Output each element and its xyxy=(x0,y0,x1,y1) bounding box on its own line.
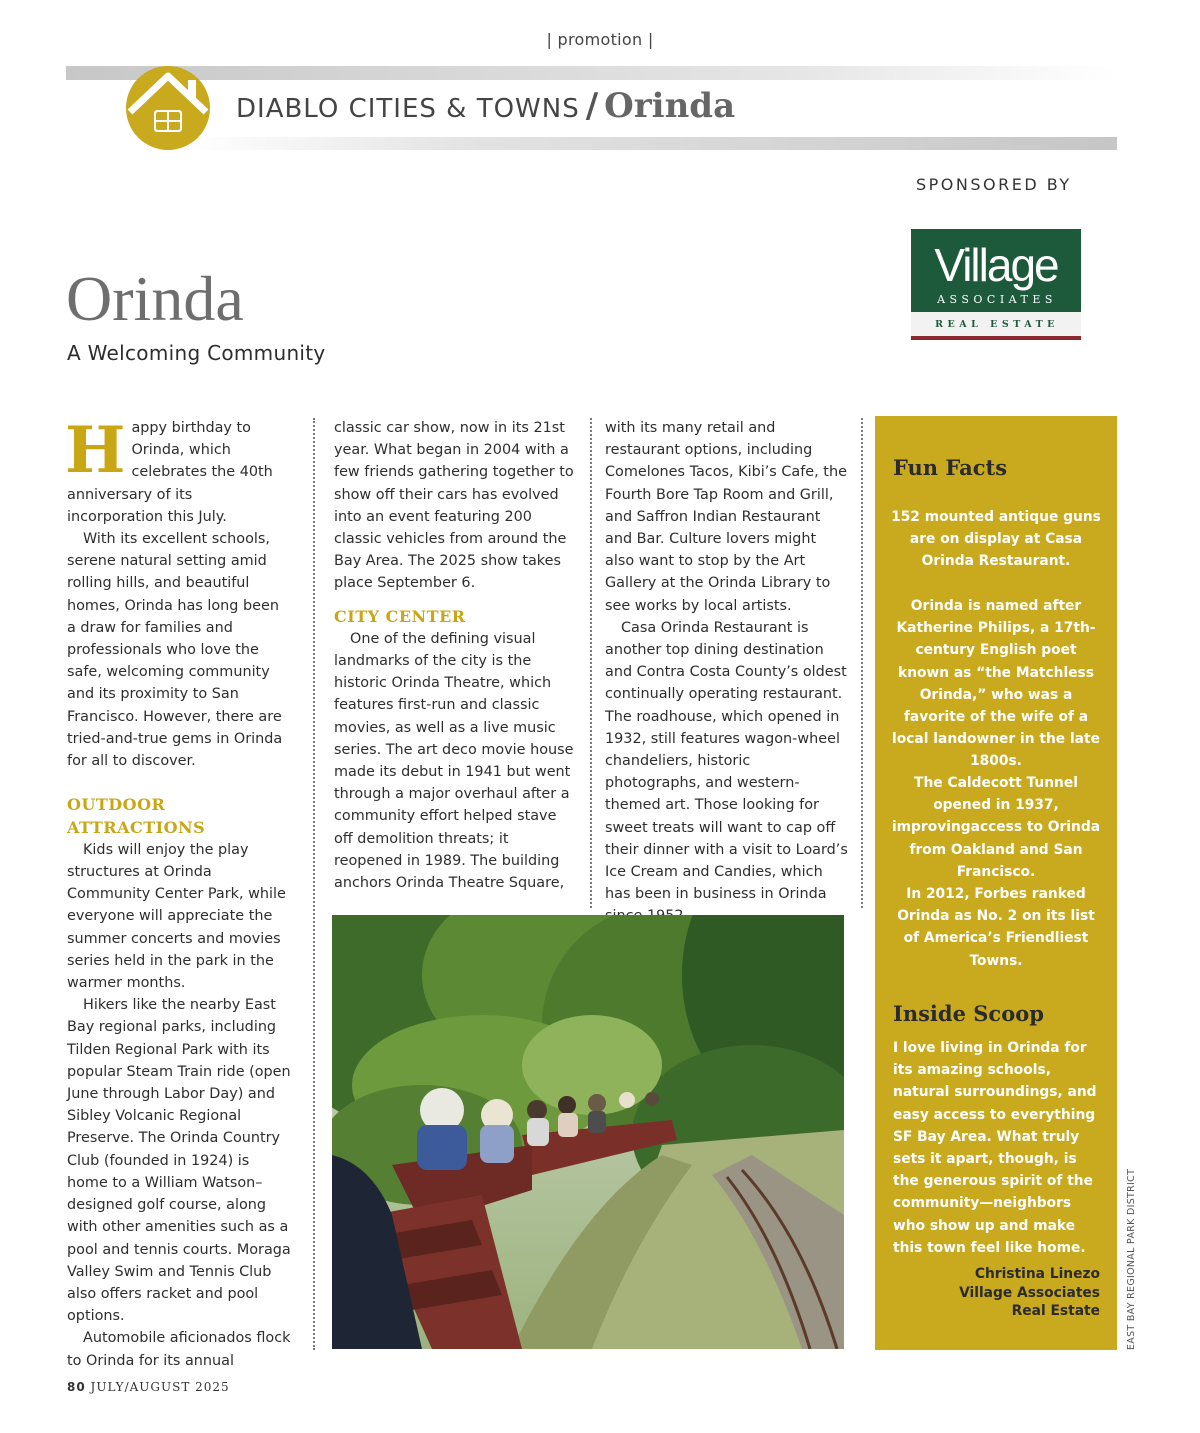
intro-paragraph xyxy=(65,413,291,528)
body-paragraph: Kids will enjoy the play structures at Orinda Community Center Park, while everyone will appreciate the summer concerts and movies series held in the park in the warmer months. xyxy=(67,841,286,992)
series-title: DIABLO CITIES & TOWNS xyxy=(236,94,580,124)
header-band-top xyxy=(66,66,1116,80)
intro-text: appy birthday to Orinda, which celebrates the 40th anniversary of its incorporation this July. xyxy=(67,420,273,525)
quote-attribution xyxy=(890,1265,1100,1321)
fact-item: In 2012, Forbes ranked Orinda as No. 2 on its list of America’s Friendliest Towns. xyxy=(897,886,1095,969)
article-subtitle: A Welcoming Community xyxy=(67,341,326,365)
article-column-3 xyxy=(605,417,849,928)
body-paragraph: classic car show, now in its 21st year. What began in 2004 with a few friends gathering together to show off their cars has evolved into an event featuring 200 classic vehicles from around the Bay Area. The 2025 show takes place September 6. xyxy=(334,420,574,592)
header-band-bottom xyxy=(190,137,1117,150)
header-city: Orinda xyxy=(604,86,736,126)
village-associates-logo xyxy=(911,229,1081,340)
inside-scoop-quote: I love living in Orinda for its amazing schools, natural surroundings, and easy access to everything SF Bay Area. What truly sets it apart, though, is the generous spirit of the community—neighbors who show up and make this town feel like home. xyxy=(893,1040,1097,1256)
fun-facts-heading: Fun Facts xyxy=(893,455,1008,480)
heading-line: OUTDOOR xyxy=(67,795,166,815)
article-column-1 xyxy=(65,413,291,1372)
sponsor-name: Village xyxy=(934,239,1058,291)
article-title: Orinda xyxy=(66,263,244,334)
attribution-company-line: Real Estate xyxy=(1011,1303,1100,1319)
attribution-name: Christina Linezo xyxy=(974,1266,1100,1282)
article-column-2 xyxy=(334,417,578,894)
column-divider xyxy=(313,418,315,1350)
fact-item: The Caldecott Tunnel opened in 1937, improvingaccess to Orinda from Oakland and San Francisco. xyxy=(891,775,1101,880)
promotion-label: | promotion | xyxy=(546,30,654,49)
inside-scoop-heading: Inside Scoop xyxy=(893,1001,1044,1026)
sponsor-line3: REAL ESTATE xyxy=(935,319,1059,330)
body-paragraph: With its excellent schools, serene natural setting amid rolling hills, and beautiful homes, Orinda has long been a draw for families and professionals who love the safe, welcoming community and its proximity to San Francisco. However, there are tried-and-true gems in Orinda for all to discover. xyxy=(67,531,283,770)
section-header xyxy=(236,86,735,126)
body-paragraph: One of the defining visual landmarks of the city is the historic Orinda Theatre, which features first-run and classic movies, as well as a live music series. The art deco movie house made its debut in 1941 but went through a major overhaul after a community effort helped stave off demolition threats; it reopened in 1989. The building anchors Orinda Theatre Square, xyxy=(334,630,574,892)
body-paragraph: Automobile aficionados flock to Orinda for its annual xyxy=(67,1330,291,1369)
page-number: 80 xyxy=(67,1380,86,1394)
section-heading-outdoor xyxy=(67,794,291,838)
issue-date: JULY/AUGUST 2025 xyxy=(90,1380,230,1394)
fun-facts-sidebar xyxy=(875,416,1117,1350)
steam-train-photo xyxy=(332,915,844,1349)
sponsored-by-label: SPONSORED BY xyxy=(916,175,1072,194)
photo-credit-text: EAST BAY REGIONAL PARK DISTRICT xyxy=(1126,1168,1137,1350)
attribution-company: Village Associates xyxy=(959,1284,1100,1301)
heading-line: ATTRACTIONS xyxy=(67,817,206,837)
section-heading-city-center: CITY CENTER xyxy=(334,606,466,626)
house-logo-icon xyxy=(124,64,212,152)
sponsor-line2: ASSOCIATES xyxy=(937,293,1057,306)
drop-cap: H xyxy=(65,413,126,488)
body-paragraph: Casa Orinda Restaurant is another top dining destination and Contra Costa County’s oldest continually operating restaurant. The roadhouse, which opened in 1932, still features wagon-wheel chandeliers, historic photographs, and western-themed art. Those looking for sweet treats will want to cap off their dinner with a visit to Loard’s Ice Cream and Candies, which has been in business in Orinda xyxy=(605,619,848,903)
body-paragraph: Hikers like the nearby East Bay regional parks, including Tilden Regional Park with its popular Steam Train ride (open June through Labor Day) and Sibley Volcanic Regional Preserve. The Orinda Country Club (founded in 1924) is home to a William Watson–designed golf course, along with other amenities such as a pool and tennis courts. Moraga Valley Swim and Tennis Club also offers racket and pool options. xyxy=(67,997,291,1325)
body-paragraph: with its many retail and restaurant options, including Comelones Tacos, Kibi’s Cafe, the Fourth Bore Tap Room and Grill, and Saffron Indian Restaurant and Bar. Culture lovers might also want to stop by the Art Gallery at the Orinda Library to see works by local artists. xyxy=(605,420,847,614)
fact-item: 152 mounted antique guns are on display at Casa Orinda Restaurant. xyxy=(891,509,1101,570)
header-slash: / xyxy=(585,86,599,126)
photo-credit xyxy=(1126,1168,1138,1350)
column-divider xyxy=(590,418,592,908)
column-divider xyxy=(861,418,863,908)
fact-item: Orinda is named after Katherine Philips, a 17th-century English poet known as “the Matchless Orinda,” who was a favorite of the wife of a local landowner in the late 1800s. xyxy=(892,598,1100,770)
page-footer xyxy=(67,1380,230,1394)
